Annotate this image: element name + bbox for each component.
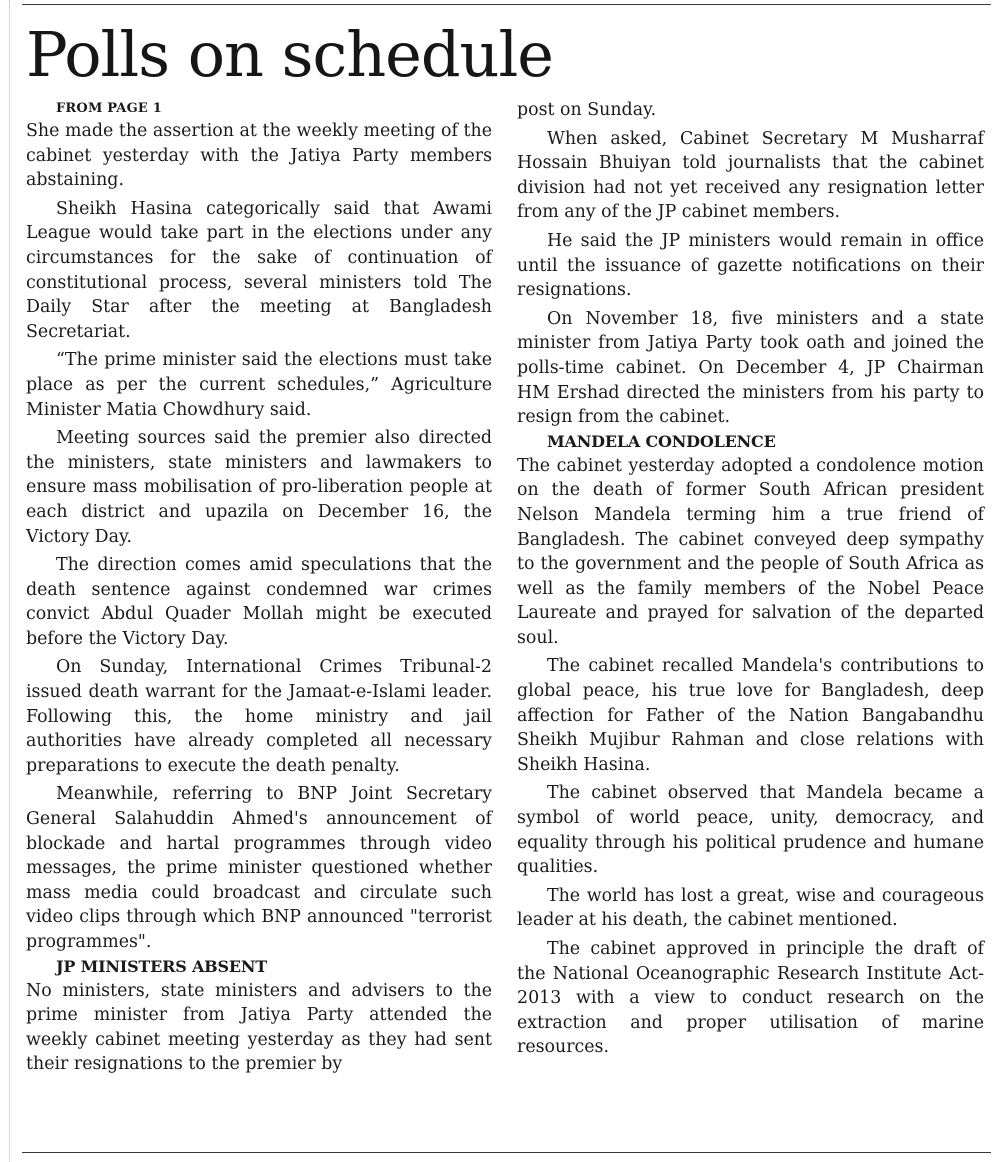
paragraph: Meanwhile, referring to BNP Joint Secretary General Salahuddin Ahmed's announcement of blockade and hartal programmes through video messages, the prime minister questioned whether mass media could broadcast and circulate such video clips through which BNP announced "terrorist programmes". xyxy=(26,784,492,952)
paragraph: On Sunday, International Crimes Tribunal-2 issued death warrant for the Jamaat-e-Islami leader. Following this, the home ministry and jail authorities have already completed all necessary preparations to execute the death penalty. xyxy=(26,657,492,776)
paragraph: No ministers, state ministers and advisers to the prime minister from Jatiya Party attended the weekly cabinet meeting yesterday as they had sent their resignations to the premier by xyxy=(26,980,492,1075)
paragraph: Sheikh Hasina categorically said that Awami League would take part in the elections under any circumstances for the sake of continuation of constitutional process, several ministers told The Daily Star after the meeting at Bangladesh Secretariat. xyxy=(26,198,492,342)
paragraph: The direction comes amid speculations that the death sentence against condemned war crimes convict Abdul Quader Mollah might be executed before the Victory Day. xyxy=(26,555,492,649)
headline: Polls on schedule xyxy=(26,18,553,91)
paragraph: Meeting sources said the premier also directed the ministers, state ministers and lawmakers to ensure mass mobilisation of pro-liberation people at each district and upazila on December 16, the Victory Day. xyxy=(26,428,492,547)
paragraph: The cabinet observed that Mandela became a symbol of world peace, unity, democracy, and equality through his political prudence and humane qualities. xyxy=(517,783,984,878)
paragraph: The world has lost a great, wise and courageous leader at his death, the cabinet mentioned. xyxy=(517,885,984,931)
paragraph: He said the JP ministers would remain in office until the issuance of gazette notifications on their resignations. xyxy=(517,230,984,301)
paragraph: The cabinet approved in principle the draft of the National Oceanographic Research Institute Act- 2013 with a view to conduct research on the extraction and proper utilisation of marine resources. xyxy=(517,939,984,1058)
paragraph-continuation: post on Sunday. xyxy=(517,100,657,120)
column-left xyxy=(26,99,492,1077)
top-rule xyxy=(22,4,991,5)
column-right xyxy=(517,98,984,1060)
paragraph: She made the assertion at the weekly meeting of the cabinet yesterday with the Jatiya Party members abstaining. xyxy=(26,121,492,191)
paragraph: The cabinet recalled Mandela's contributions to global peace, his true love for Bangladesh, deep affection for Father of the Nation Bangabandhu Sheikh Mujibur Rahman and close relations with Sheikh Hasina. xyxy=(517,656,984,775)
kicker: FROM PAGE 1 xyxy=(56,101,162,116)
subhead-mandela-condolence: MANDELA CONDOLENCE xyxy=(547,431,776,451)
paragraph: The cabinet yesterday adopted a condolence motion on the death of former South African president Nelson Mandela terming him a true friend of Bangladesh. The cabinet conveyed deep sympathy to the government and the people of South Africa as well as the family members of the Nobel Peace Laureate and prayed for salvation of the departed soul. xyxy=(517,455,984,648)
paragraph: On November 18, five ministers and a state minister from Jatiya Party took oath and joined the polls-time cabinet. On December 4, JP Chairman HM Ershad directed the ministers from his party to resign from the cabinet. xyxy=(517,308,984,428)
paragraph: When asked, Cabinet Secretary M Musharraf Hossain Bhuiyan told journalists that the cabinet division had not yet received any resignation letter from any of the JP cabinet members. xyxy=(517,128,984,223)
bottom-rule xyxy=(22,1152,991,1153)
paragraph: “The prime minister said the elections must take place as per the current schedules,” Agriculture Minister Matia Chowdhury said. xyxy=(26,350,492,420)
subhead-jp-ministers-absent: JP MINISTERS ABSENT xyxy=(56,956,267,976)
page-edge-dots xyxy=(9,0,10,1162)
